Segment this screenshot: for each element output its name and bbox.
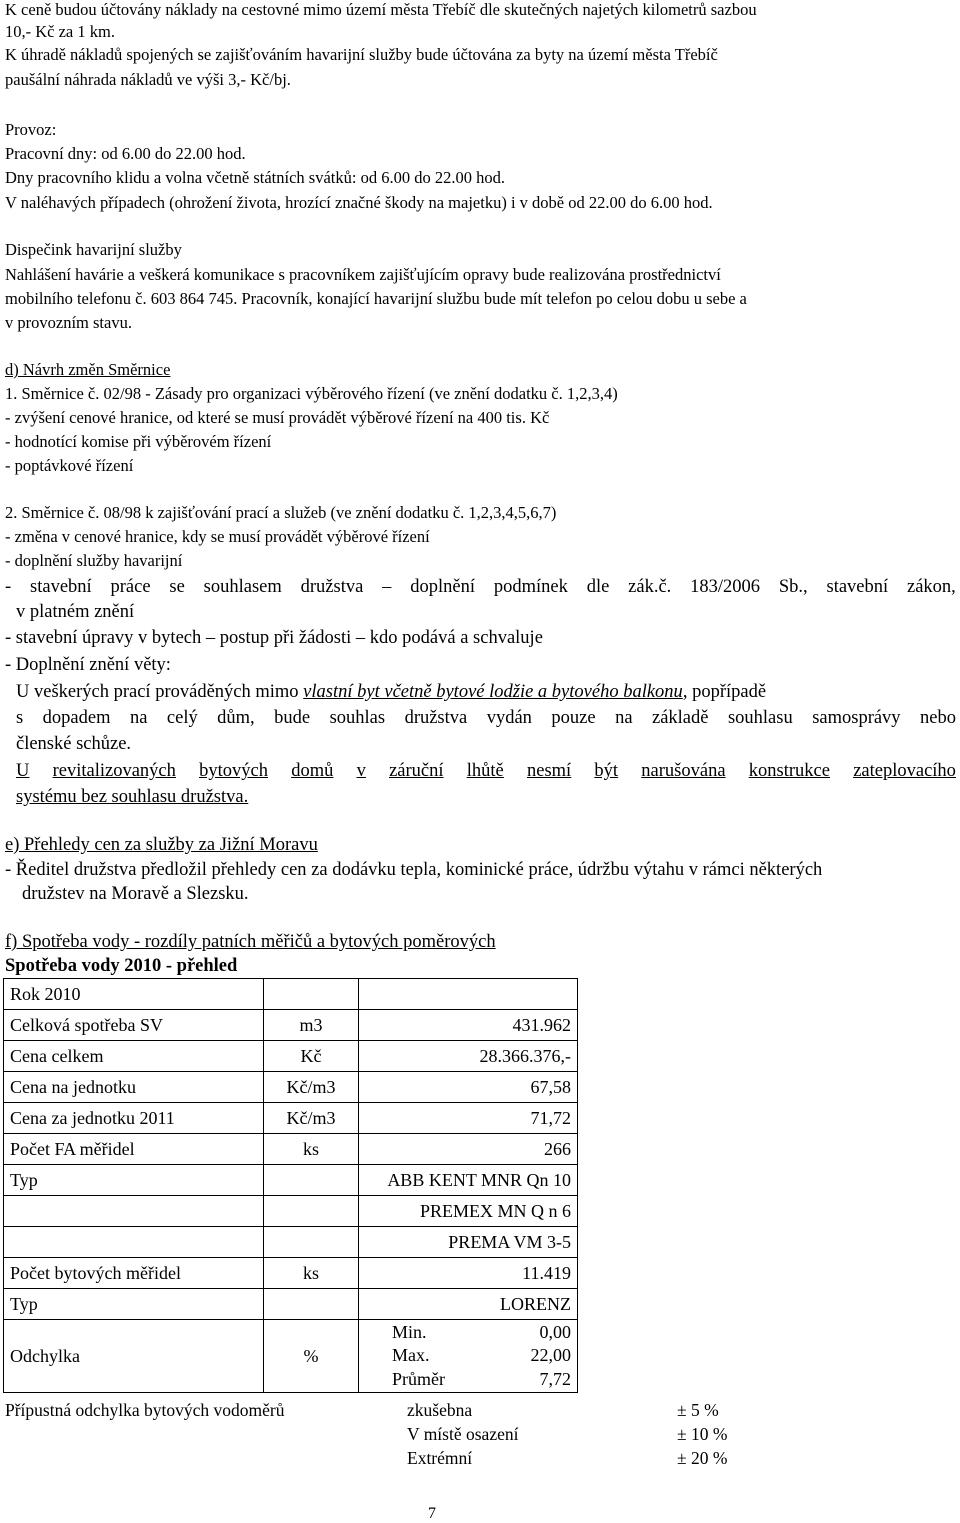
word: revitalizovaných <box>52 761 176 781</box>
table-cell: Kč/m3 <box>264 1072 359 1103</box>
word: se <box>169 577 185 597</box>
table-cell: ABB KENT MNR Qn 10 <box>359 1165 578 1196</box>
page-number: 7 <box>428 1505 436 1522</box>
word: stavební <box>826 577 889 597</box>
deviation-row: Průměr 7,72 <box>392 1368 571 1389</box>
text-line: - změna v cenové hranice, kdy se musí provádět výběrové řízení <box>5 527 430 546</box>
section-heading: f) Spotřeba vody - rozdíly patních měřičů a bytových poměrových <box>5 932 496 952</box>
text-line: 10,- Kč za 1 km. <box>5 22 115 41</box>
text-line: - doplnění služby havarijní <box>5 551 183 570</box>
text-line: U veškerých prací prováděných mimo vlastní byt včetně bytové lodžie a bytového balkonu, popřípadě <box>16 682 767 702</box>
table-cell <box>4 1227 264 1258</box>
table-row <box>4 1072 578 1103</box>
word: podmínek <box>493 577 568 597</box>
word: 183/2006 <box>690 577 761 597</box>
table-row <box>4 1196 578 1227</box>
tolerance-name: Extrémní <box>407 1448 473 1468</box>
word: na <box>129 708 148 728</box>
table-cell: 431.962 <box>359 1010 578 1041</box>
text-line: Pracovní dny: od 6.00 do 22.00 hod. <box>5 144 246 163</box>
tolerance-value: ± 10 % <box>677 1424 728 1444</box>
table-cell <box>264 1227 359 1258</box>
table-cell: Kč/m3 <box>264 1103 359 1134</box>
table-cell: PREMA VM 3-5 <box>359 1227 578 1258</box>
justified-line <box>16 761 956 781</box>
text-line: K ceně budou účtovány náklady na cestovné mimo území města Třebíč dle skutečných najetých kilometrů sazbou <box>5 0 757 19</box>
table-cell: 67,58 <box>359 1072 578 1103</box>
section-heading: e) Přehledy cen za služby za Jižní Moravu <box>5 835 318 855</box>
text-line: - zvýšení cenové hranice, od které se musí provádět výběrové řízení na 400 tis. Kč <box>5 408 550 427</box>
table-cell: 71,72 <box>359 1103 578 1134</box>
word: souhlas <box>329 708 386 728</box>
table-cell: Cena celkem <box>4 1041 264 1072</box>
tolerance-name: V místě osazení <box>407 1424 519 1444</box>
word: dle <box>586 577 610 597</box>
text-line: - Doplnění znění věty: <box>5 655 171 675</box>
word: samosprávy <box>812 708 901 728</box>
text-line: K úhradě nákladů spojených se zajišťováním havarijní služby bude účtována za byty na území města Třebíč <box>5 45 718 64</box>
word: konstrukce <box>748 761 830 781</box>
word: základě <box>652 708 709 728</box>
text-line: členské schůze. <box>16 734 132 754</box>
table-row <box>4 1134 578 1165</box>
word: zák.č. <box>628 577 672 597</box>
tolerance-value: ± 5 % <box>677 1400 719 1420</box>
table-cell: Odchylka <box>4 1320 264 1393</box>
text-line: v provozním stavu. <box>5 313 132 332</box>
word: doplnění <box>410 577 475 597</box>
text-line: - Ředitel družstva předložil přehledy cen za dodávku tepla, kominické práce, údržbu výtahu v rámci některých <box>5 860 823 880</box>
table-cell: Typ <box>4 1165 264 1196</box>
word: narušována <box>641 761 726 781</box>
text-line: v platném znění <box>16 602 135 622</box>
word: - <box>5 577 12 597</box>
table-cell: % <box>264 1320 359 1393</box>
text-line: V naléhavých případech (ohrožení života, hrozící značné škody na majetku) i v době od 22.00 do 6.00 hod. <box>5 193 713 212</box>
table-cell: m3 <box>264 1010 359 1041</box>
table-cell <box>264 1196 359 1227</box>
text-line: Dny pracovního klidu a volna včetně státních svátků: od 6.00 do 22.00 hod. <box>5 168 505 187</box>
word: zateplovacího <box>853 761 956 781</box>
table-row <box>4 1010 578 1041</box>
water-consumption-table <box>3 978 578 1393</box>
table-cell: PREMEX MN Q n 6 <box>359 1196 578 1227</box>
table-cell: ks <box>264 1134 359 1165</box>
word: družstva <box>300 577 364 597</box>
justified-line <box>16 708 956 728</box>
table-cell <box>4 1196 264 1227</box>
word: Sb., <box>778 577 808 597</box>
word: domů <box>291 761 334 781</box>
table-cell: ks <box>264 1258 359 1289</box>
text-line: - stavební úpravy v bytech – postup při žádosti – kdo podává a schvaluje <box>5 628 543 648</box>
table-cell: Cena za jednotku 2011 <box>4 1103 264 1134</box>
word: celý <box>166 708 198 728</box>
table-cell <box>264 1165 359 1196</box>
word: být <box>594 761 619 781</box>
text-line: 2. Směrnice č. 08/98 k zajišťování prací a služeb (ve znění dodatku č. 1,2,3,4,5,6,7) <box>5 503 557 522</box>
word: bude <box>274 708 311 728</box>
justified-line <box>5 577 956 597</box>
table-row <box>4 1289 578 1320</box>
tolerance-label: Přípustná odchylka bytových vodoměrů <box>5 1400 285 1420</box>
word: stavební <box>30 577 92 597</box>
text-line: - hodnotící komise při výběrovém řízení <box>5 432 272 451</box>
word: U <box>16 761 30 781</box>
text-line: 1. Směrnice č. 02/98 - Zásady pro organizaci výběrového řízení (ve znění dodatku č. 1,2,3,4) <box>5 384 618 403</box>
table-cell <box>264 979 359 1010</box>
table-cell: Počet FA měřidel <box>4 1134 264 1165</box>
table-cell: 11.419 <box>359 1258 578 1289</box>
word: lhůtě <box>466 761 504 781</box>
word: vydán <box>486 708 532 728</box>
text-line: Nahlášení havárie a veškerá komunikace s pracovníkem zajišťujícím opravy bude realizována prostřednictví <box>5 265 721 284</box>
table-cell: LORENZ <box>359 1289 578 1320</box>
deviation-row: Min. 0,00 <box>392 1321 571 1342</box>
word: nebo <box>920 708 956 728</box>
word: zákon, <box>907 577 956 597</box>
text-line: - poptávkové řízení <box>5 456 134 475</box>
table-cell: 28.366.376,- <box>359 1041 578 1072</box>
word: souhlasem <box>203 577 282 597</box>
table-cell <box>264 1289 359 1320</box>
table-title: Spotřeba vody 2010 - přehled <box>5 956 238 976</box>
word: práce <box>110 577 151 597</box>
table-row <box>4 1103 578 1134</box>
word: v <box>356 761 366 781</box>
word: na <box>615 708 633 728</box>
word: nesmí <box>526 761 572 781</box>
deviation-cell <box>359 1320 578 1393</box>
table-row <box>4 1258 578 1289</box>
word: bytových <box>199 761 268 781</box>
section-heading: Provoz: <box>5 120 57 139</box>
table-cell <box>359 979 578 1010</box>
word: s <box>16 708 24 728</box>
word: – <box>382 577 392 597</box>
text-line: družstev na Moravě a Slezsku. <box>22 884 249 904</box>
table-row <box>4 1320 578 1393</box>
text-line: paušální náhrada nákladů ve výši 3,- Kč/bj. <box>5 70 291 89</box>
table-row <box>4 1041 578 1072</box>
word: záruční <box>389 761 444 781</box>
table-cell: Počet bytových měřidel <box>4 1258 264 1289</box>
table-cell: Celková spotřeba SV <box>4 1010 264 1041</box>
text-line: systému bez souhlasu družstva. <box>16 787 249 807</box>
table-cell: 266 <box>359 1134 578 1165</box>
deviation-row: Max. 22,00 <box>392 1345 571 1366</box>
table-row <box>4 1227 578 1258</box>
table-cell: Rok 2010 <box>4 979 264 1010</box>
table-cell: Cena na jednotku <box>4 1072 264 1103</box>
word: souhlasu <box>727 708 793 728</box>
table-cell: Kč <box>264 1041 359 1072</box>
word: dopadem <box>42 708 111 728</box>
emphasis-text: vlastní byt včetně bytové lodžie a bytového balkonu <box>303 682 683 702</box>
word: pouze <box>551 708 596 728</box>
table-cell: Typ <box>4 1289 264 1320</box>
word: družstva <box>404 708 468 728</box>
table-row <box>4 1165 578 1196</box>
table-row <box>4 979 578 1010</box>
section-heading: Dispečink havarijní služby <box>5 240 182 259</box>
section-heading: d) Návrh změn Směrnice <box>5 360 171 379</box>
text-line: mobilního telefonu č. 603 864 745. Pracovník, konající havarijní službu bude mít telefon po celou dobu u sebe a <box>5 289 747 308</box>
tolerance-name: zkušebna <box>407 1400 473 1420</box>
word: dům, <box>217 708 255 728</box>
tolerance-value: ± 20 % <box>677 1448 728 1468</box>
